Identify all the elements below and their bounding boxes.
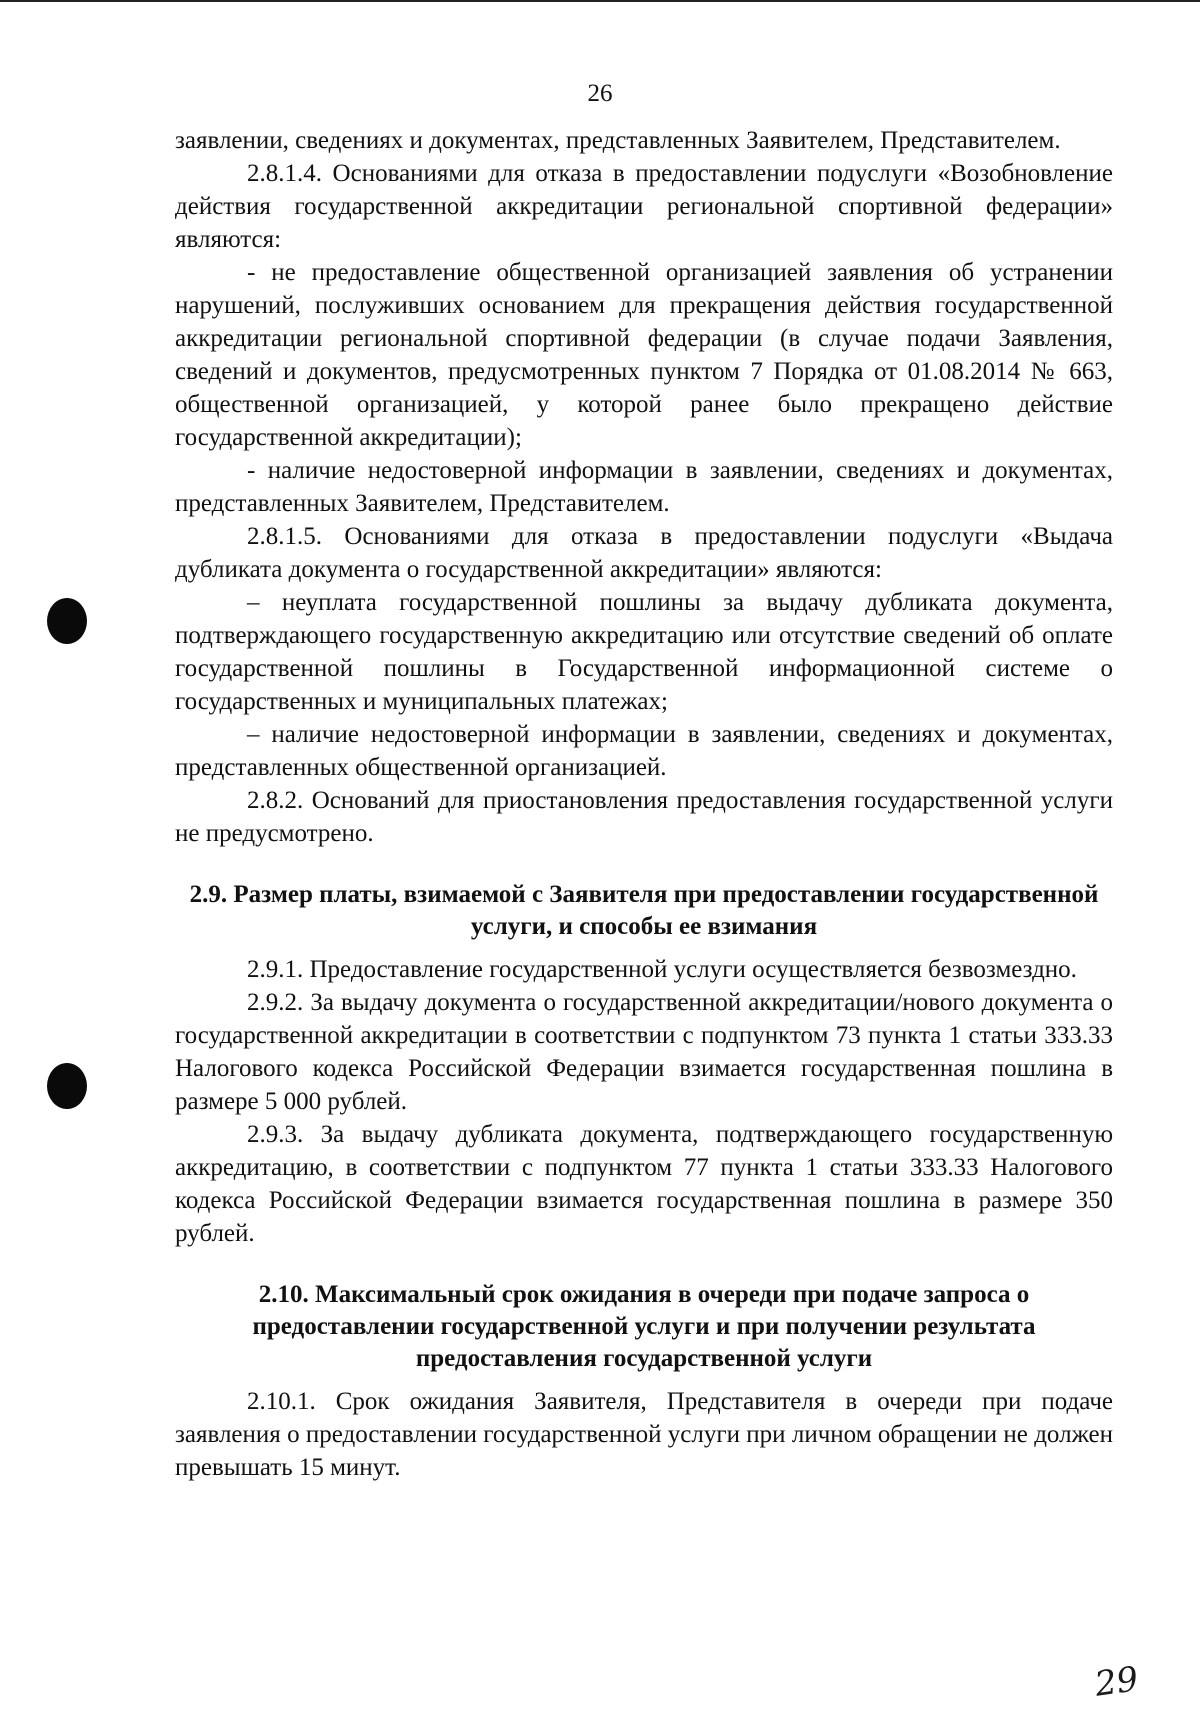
punch-hole-upper (47, 598, 87, 644)
list-item-false-info-applicant: - наличие недостоверной информации в заявлении, сведениях и документах, представленных Заявителем, Представителем. (175, 457, 1113, 517)
paragraph-2-8-1-4: 2.8.1.4. Основаниями для отказа в предоставлении подуслуги «Возобновление действия государственной аккредитации региональной спортивной федерации» являются: (175, 160, 1113, 253)
paragraph-2-8-1-5: 2.8.1.5. Основаниями для отказа в предоставлении подуслуги «Выдача дубликата документа о государственной аккредитации» являются: (175, 523, 1113, 583)
paragraph-2-8-2: 2.8.2. Оснований для приостановления предоставления государственной услуги не предусмотрено. (175, 787, 1113, 847)
paragraph-2-9-3: 2.9.3. За выдачу дубликата документа, подтверждающего государственную аккредитацию, в соответствии с подпунктом 77 пункта 1 статьи 333.33 Налогового кодекса Российской Федерации взимается государственная пошлина в размере 350 рублей. (175, 1121, 1113, 1247)
paragraph-2-9-2: 2.9.2. За выдачу документа о государственной аккредитации/нового документа о государственной аккредитации в соответствии с подпунктом 73 пункта 1 статьи 333.33 Налогового кодекса Российской Федерации взимается государственная пошлина в размере 5 000 рублей. (175, 989, 1113, 1115)
top-scan-edge (0, 0, 1200, 2)
paragraph-continuation: заявлении, сведениях и документах, представленных Заявителем, Представителем. (175, 127, 1061, 154)
section-heading-2-10: 2.10. Максимальный срок ожидания в очереди при подаче запроса о предоставлении государственной услуги и при получении результата предоставления государственной услуги (252, 1281, 1036, 1372)
paragraph-2-9-1: 2.9.1. Предоставление государственной услуги осуществляется безвозмездно. (247, 956, 1077, 983)
list-item-false-info-organization: – наличие недостоверной информации в заявлении, сведениях и документах, представленных общественной организацией. (175, 721, 1113, 781)
punch-hole-lower (47, 1063, 87, 1109)
page-number: 26 (587, 80, 613, 107)
list-item-unpaid-fee: – неуплата государственной пошлины за выдачу дубликата документа, подтверждающего государственную аккредитацию или отсутствие сведений об оплате государственной пошлины в Государственной информационной системе о государственных и муниципальных платежах; (175, 589, 1113, 715)
paragraph-2-10-1: 2.10.1. Срок ожидания Заявителя, Представителя в очереди при подаче заявления о предоставлении государственной услуги при личном обращении не должен превышать 15 минут. (175, 1388, 1113, 1481)
handwritten-page-mark: 29 (1092, 1659, 1141, 1705)
list-item-not-submitted: - не предоставление общественной организацией заявления об устранении нарушений, послуживших основанием для прекращения действия государственной аккредитации региональной спортивной федерации (в случае подачи Заявления, сведений и документов, предусмотренных пунктом 7 Порядка от 01.08.2014 № 663, общественной организацией, у которой ранее было прекращено действие государственной аккредитации); (175, 259, 1113, 451)
document-body (175, 124, 1113, 1484)
section-heading-2-9: 2.9. Размер платы, взимаемой с Заявителя при предоставлении государственной услуги, и способы ее взимания (189, 881, 1099, 940)
